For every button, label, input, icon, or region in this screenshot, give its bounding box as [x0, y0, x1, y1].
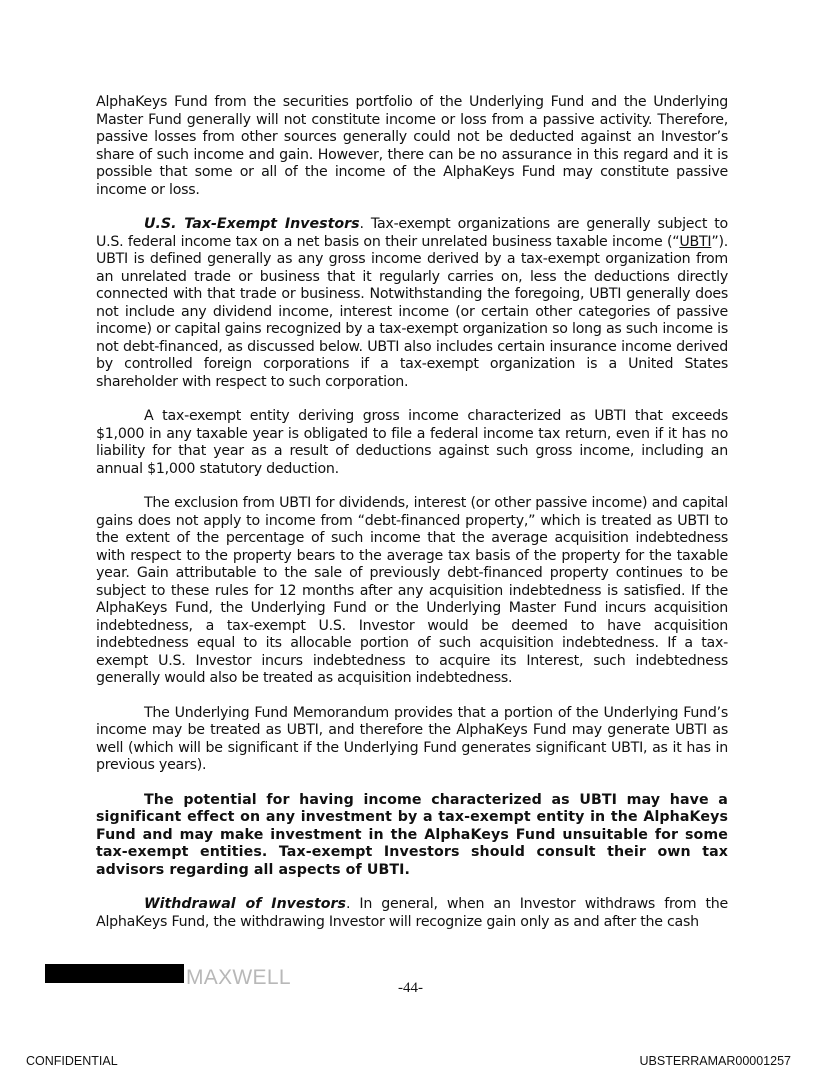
document-body: [96, 94, 728, 948]
paragraph-withdrawal-of-investors: [96, 896, 728, 931]
paragraph-text: ”). UBTI is defined generally as any gross income derived by a tax-exempt organization from an unrelated trade or business that it regularly carries on, less the deductions directly connected with that trade or business. Notwithstanding the foregoing, UBTI generally does not include any dividend income, interest income (or certain other categories of passive income) or capital gains recognized by a tax-exempt organization so long as such income is not debt-financed, as discussed below. UBTI also includes certain insurance income derived by controlled foreign corporations if a tax-exempt organization is a United States shareholder with respect to such corporation.: [96, 233, 728, 390]
defined-term-ubti: UBTI: [679, 233, 712, 250]
confidential-label: CONFIDENTIAL: [26, 1054, 118, 1068]
paragraph-ubti-warning: The potential for having income characterized as UBTI may have a significant effect on any investment by a tax-exempt entity in the AlphaKeys Fund and may make investment in the AlphaKeys Fund unsuitable for some tax-exempt entities. Tax-exempt Investors should consult their own tax advisors regarding all aspects of UBTI.: [96, 791, 728, 878]
maxwell-stamp: MAXWELL: [186, 966, 291, 989]
paragraph-tax-exempt-investors: [96, 216, 728, 391]
redaction-box: [45, 964, 184, 983]
paragraph-passive-income: AlphaKeys Fund from the securities portfolio of the Underlying Fund and the Underlying Master Fund generally will not constitute income or loss from a passive activity. Therefore, passive losses from other sources generally could not be deducted against an Investor’s share of such income and gain. However, there can be no assurance in this regard and it is possible that some or all of the income of the AlphaKeys Fund may constitute passive income or loss.: [96, 94, 728, 198]
paragraph-underlying-fund-ubti: The Underlying Fund Memorandum provides that a portion of the Underlying Fund’s income may be treated as UBTI, and therefore the AlphaKeys Fund may generate UBTI as well (which will be significant if the Underlying Fund generates significant UBTI, as it has in previous years).: [96, 704, 728, 773]
section-heading-withdrawal: Withdrawal of Investors: [144, 896, 346, 912]
paragraph-text: . In general, when an Investor withdraws from the AlphaKeys Fund, the withdrawing Investor will recognize gain only as and after the cash: [96, 896, 728, 930]
section-heading-tax-exempt-investors: U.S. Tax-Exempt Investors: [144, 216, 360, 232]
paragraph-filing-obligation: A tax-exempt entity deriving gross income characterized as UBTI that exceeds $1,000 in any taxable year is obligated to file a federal income tax return, even if it has no liability for that year as a result of deductions against such gross income, including an annual $1,000 statutory deduction.: [96, 408, 728, 477]
page-number: -44-: [398, 980, 423, 996]
paragraph-debt-financed-property: The exclusion from UBTI for dividends, interest (or other passive income) and capital gains does not apply to income from “debt-financed property,” which is treated as UBTI to the extent of the percentage of such income that the average acquisition indebtedness with respect to the property bears to the average tax basis of the property for the taxable year. Gain attributable to the sale of previously debt-financed property continues to be subject to these rules for 12 months after any acquisition indebtedness is satisfied. If the AlphaKeys Fund, the Underlying Fund or the Underlying Master Fund incurs acquisition indebtedness, a tax-exempt U.S. Investor would be deemed to have acquisition indebtedness equal to its allocable portion of such acquisition indebtedness. If a tax-exempt U.S. Investor incurs indebtedness to acquire its Interest, such indebtedness generally would also be treated as acquisition indebtedness.: [96, 495, 728, 686]
bates-number: UBSTERRAMAR00001257: [639, 1054, 791, 1068]
paragraph-text: . Tax-exempt organizations are generally subject to U.S. federal income tax on a net basis on their unrelated business taxable income (“: [96, 216, 728, 250]
